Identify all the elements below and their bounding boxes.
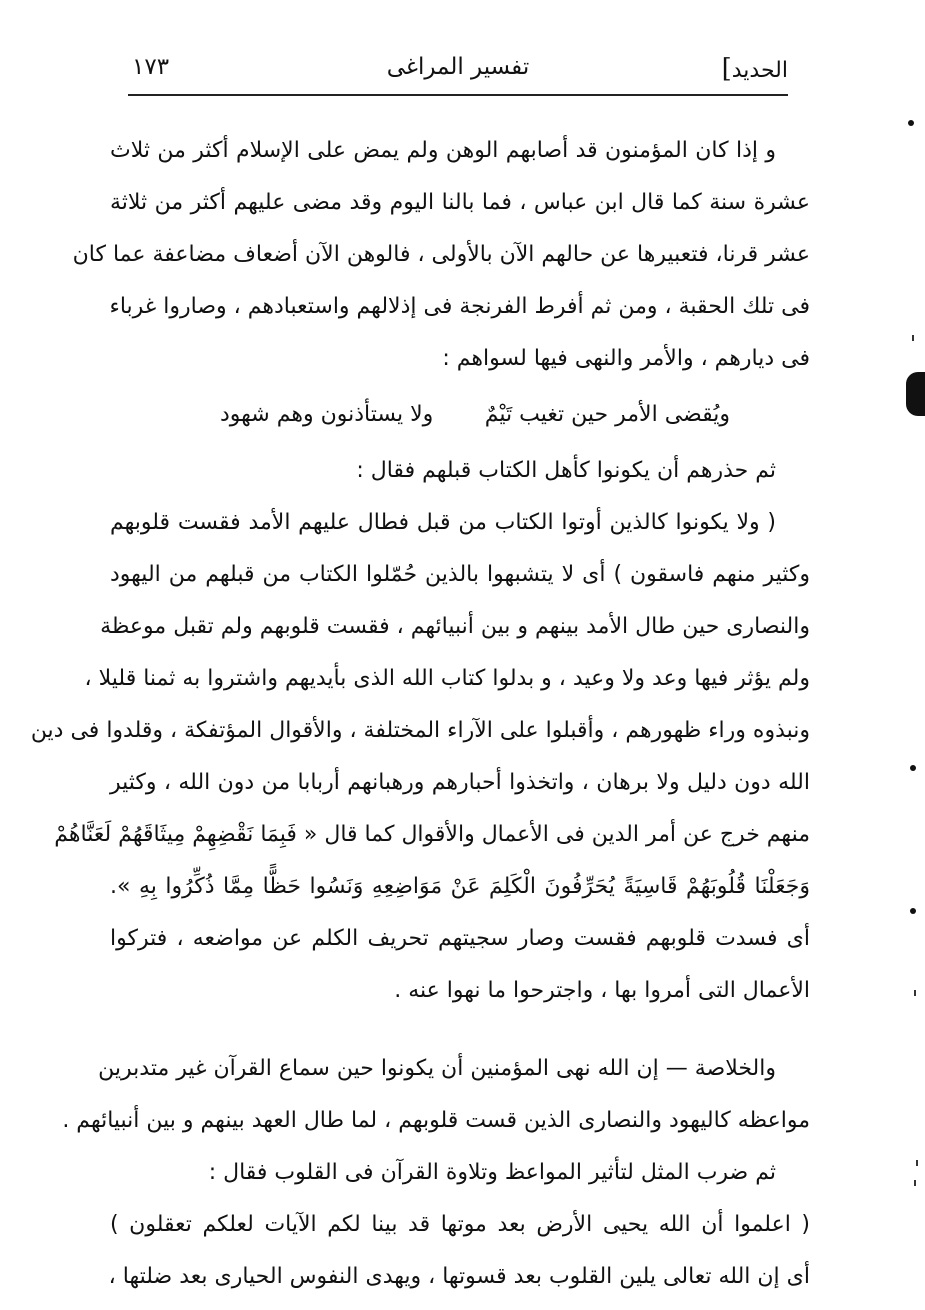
header-bracket: ] xyxy=(721,54,732,84)
text-line: ( ولا يكونوا كالذين أوتوا الكتاب من قبل فطال عليهم الأمد فقست قلوبهم xyxy=(110,510,776,535)
text-line: الله دون دليل ولا برهان ، واتخذوا أحبارهم ورهبانهم أربابا من دون الله ، وكثير xyxy=(110,770,810,795)
book-title: تفسير المراغى xyxy=(386,54,530,80)
surah-name-text: الحديد xyxy=(731,58,788,83)
header-rule xyxy=(128,94,788,96)
margin-speck xyxy=(914,1180,916,1186)
text-line: و إذا كان المؤمنون قد أصابهم الوهن ولم يمض على الإسلام أكثر من ثلاث xyxy=(110,138,776,163)
text-line: فى تلك الحقبة ، ومن ثم أفرط الفرنجة فى إذلالهم واستعبادهم ، وصاروا غرباء xyxy=(109,294,810,319)
text-line: مواعظه كاليهود والنصارى الذين قست قلوبهم ، لما طال العهد بينهم و بين أنبيائهم . xyxy=(62,1108,810,1133)
page-edge-tab xyxy=(906,372,925,416)
text-line: فى ديارهم ، والأمر والنهى فيها لسواهم : xyxy=(442,346,810,371)
page-number: ١٧٣ xyxy=(132,54,170,80)
margin-speck xyxy=(916,1160,918,1166)
text-line: وَجَعَلْنَا قُلُوبَهُمْ قَاسِيَةً يُحَرِّفُونَ الْكَلِمَ عَنْ مَوَاضِعِهِ وَنَسُوا حَظًّا مِمَّا ذُكِّرُوا بِهِ ». xyxy=(110,874,810,899)
text-line: منهم خرج عن أمر الدين فى الأعمال والأقوال كما قال « فَبِمَا نَقْضِهِمْ مِيثَاقَهُمْ لَعَنَّاهُمْ xyxy=(54,822,810,847)
body-text xyxy=(30,125,810,1303)
text-line: عشر قرنا، فتعبيرها عن حالهم الآن بالأولى ، فالوهن الآن أضعاف مضاعفة عما كان xyxy=(72,242,810,267)
text-line: والنصارى حين طال الأمد بينهم و بين أنبيائهم ، فقست قلوبهم ولم تقبل موعظة xyxy=(100,614,810,639)
margin-dot xyxy=(908,120,914,126)
text-line: ونبذوه وراء ظهورهم ، وأقبلوا على الآراء المختلفة ، والأقوال المؤتفكة ، وقلدوا فى دين xyxy=(30,718,810,743)
text-line: أى فسدت قلوبهم فقست وصار سجيتهم تحريف الكلم عن مواضعه ، فتركوا xyxy=(110,926,810,951)
running-header xyxy=(128,44,788,94)
verse-hemistich-left: ولا يستأذنون وهم شهود xyxy=(220,402,434,427)
text-line: ولم يؤثر فيها وعد ولا وعيد ، و بدلوا كتاب الله الذى بأيديهم واشتروا به ثمنا قليلا ، xyxy=(84,666,810,691)
margin-dot xyxy=(910,765,916,771)
text-line: ثم حذرهم أن يكونوا كأهل الكتاب قبلهم فقال : xyxy=(356,458,776,483)
text-line: وكثير منهم فاسقون ) أى لا يتشبهوا بالذين حُمّلوا الكتاب من قبلهم من اليهود xyxy=(110,562,810,587)
text-line: الأعمال التى أمروا بها ، واجترحوا ما نهوا عنه . xyxy=(394,978,810,1003)
margin-dot xyxy=(910,908,916,914)
text-line: ( اعلموا أن الله يحيى الأرض بعد موتها قد بينا لكم الآيات لعلكم تعقلون ) xyxy=(110,1212,810,1237)
margin-speck xyxy=(912,335,914,341)
text-line: أى إن الله تعالى يلين القلوب بعد قسوتها ، ويهدى النفوس الحيارى بعد ضلتها ، xyxy=(108,1264,810,1289)
poetry-verse xyxy=(110,385,810,445)
verse-hemistich-right: ويُقضى الأمر حين تغيب تَيْمٌ xyxy=(484,402,730,427)
paragraph-gap xyxy=(110,1017,810,1043)
text-line: ثم ضرب المثل لتأثير المواعظ وتلاوة القرآن فى القلوب فقال : xyxy=(208,1160,776,1185)
text-line: عشرة سنة كما قال ابن عباس ، فما بالنا اليوم وقد مضى عليهم أكثر من ثلاثة xyxy=(110,190,810,215)
margin-speck xyxy=(914,990,916,996)
text-line: والخلاصة — إن الله نهى المؤمنين أن يكونوا حين سماع القرآن غير متدبرين xyxy=(98,1056,776,1081)
